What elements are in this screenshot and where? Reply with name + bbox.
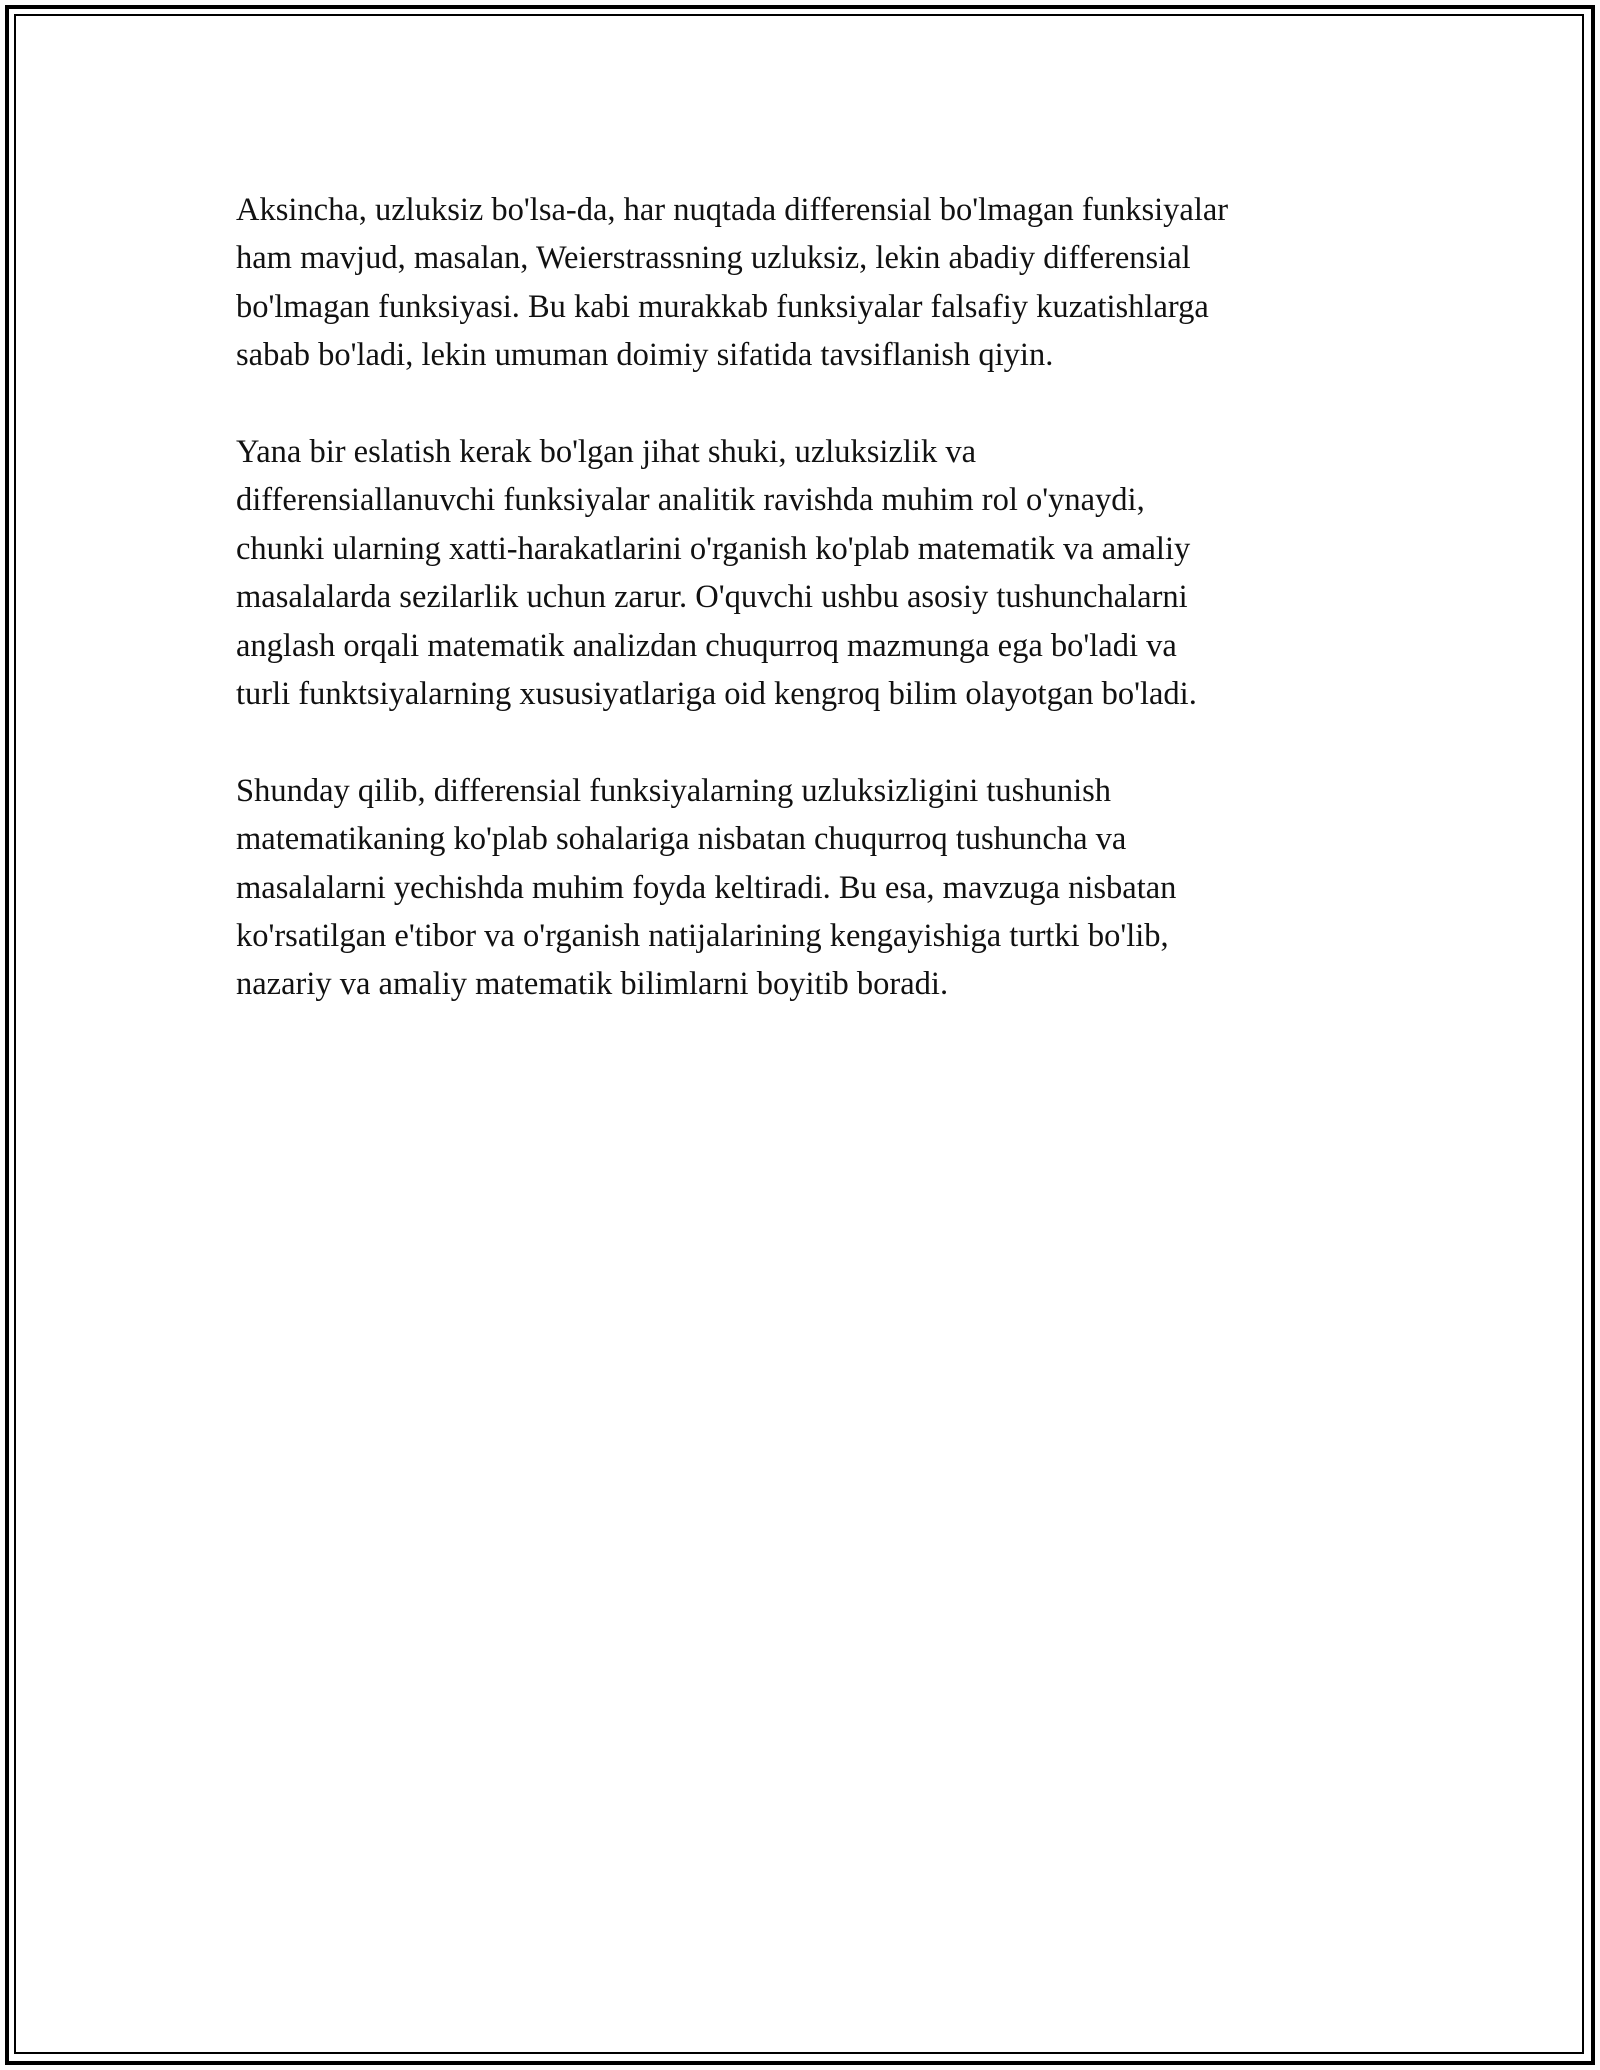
paragraph-line: masalalarda sezilarlik uchun zarur. O'quvchi ushbu asosiy tushunchalarni — [236, 579, 1188, 616]
paragraph-line: turli funktsiyalarning xususiyatlariga oid kengroq bilim olayotgan bo'ladi. — [236, 676, 1197, 713]
paragraph-line: differensiallanuvchi funksiyalar analitik ravishda muhim rol o'ynaydi, — [236, 482, 1145, 519]
paragraph-line: Yana bir eslatish kerak bo'lgan jihat shuki, uzluksizlik va — [236, 434, 976, 471]
paragraph-line: ham mavjud, masalan, Weierstrassning uzluksiz, lekin abadiy differensial — [236, 240, 1191, 277]
document-body — [236, 186, 1366, 1057]
paragraph-line: chunki ularning xatti-harakatlarini o'rganish ko'plab matematik va amaliy — [236, 530, 1191, 567]
paragraph-line: sabab bo'ladi, lekin umuman doimiy sifatida tavsiflanish qiyin. — [236, 337, 1054, 374]
paragraph-3 — [236, 767, 1366, 1009]
paragraph-1 — [236, 186, 1366, 380]
paragraph-line: ko'rsatilgan e'tibor va o'rganish natijalarining kengayishiga turtki bo'lib, — [236, 918, 1169, 955]
paragraph-line: Aksincha, uzluksiz bo'lsa-da, har nuqtada differensial bo'lmagan funksiyalar — [236, 192, 1229, 228]
paragraph-line: masalalarni yechishda muhim foyda keltiradi. Bu esa, mavzuga nisbatan — [236, 869, 1177, 906]
paragraph-line: bo'lmagan funksiyasi. Bu kabi murakkab funksiyalar falsafiy kuzatishlarga — [236, 288, 1209, 325]
paragraph-2 — [236, 428, 1366, 718]
paragraph-line: Shunday qilib, differensial funksiyalarning uzluksizligini tushunish — [236, 772, 1111, 809]
paragraph-line: matematikaning ko'plab sohalariga nisbatan chuqurroq tushuncha va — [236, 821, 1127, 858]
paragraph-line: anglash orqali matematik analizdan chuqurroq mazmunga ega bo'ladi va — [236, 627, 1177, 664]
paragraph-line: nazariy va amaliy matematik bilimlarni boyitib boradi. — [236, 966, 949, 1003]
